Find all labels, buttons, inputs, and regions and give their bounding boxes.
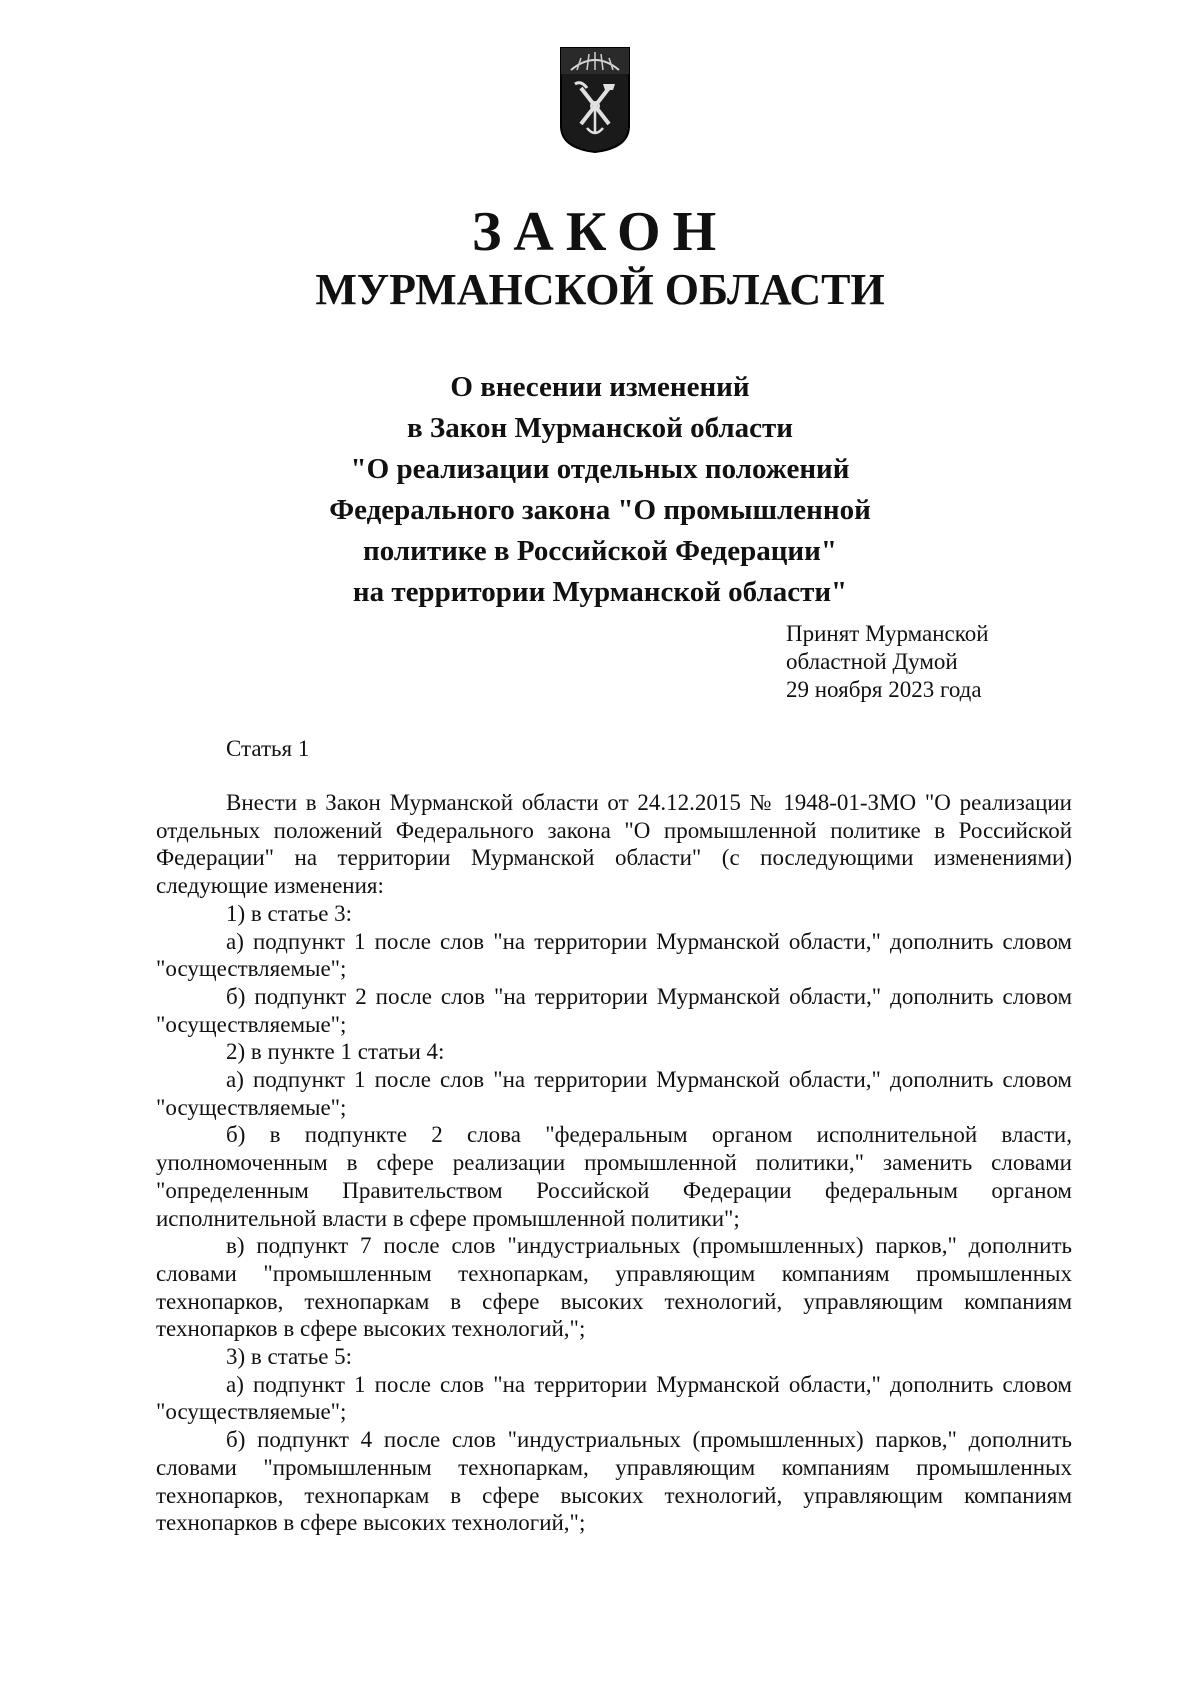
article-paragraph: б) в подпункте 2 слова "федеральным органом исполнительной власти, уполномоченным в сфере реализации промышленной политики," заменить словами "определенным Правительством Российской Федерации федеральным органом исполнительной власти в сфере промышленной политики"; bbox=[156, 1122, 1072, 1231]
subject-line: О внесении изменений bbox=[450, 371, 750, 403]
article-paragraph: 1) в статье 3: bbox=[226, 900, 353, 926]
coat-of-arms-emblem-icon bbox=[557, 44, 633, 154]
article-paragraph: Внести в Закон Мурманской области от 24.12.2015 № 1948-01-ЗМО "О реализации отдельных положений Федерального закона "О промышленной политике в Российской Федерации" на территории Мурманской области" (с последующими изменениями) следующие изменения: bbox=[156, 790, 1072, 899]
article-body bbox=[156, 789, 1072, 1537]
article-paragraph: 2) в пункте 1 статьи 4: bbox=[226, 1039, 445, 1065]
article-paragraph: б) подпункт 4 после слов "индустриальных (промышленных) парков," дополнить словами "промышленным технопаркам, управляющим компаниям промышленных технопарков, технопаркам в сфере высоких технологий, управляющим компаниям технопарков в сфере высоких технологий,"; bbox=[156, 1427, 1072, 1536]
law-subject-heading bbox=[0, 367, 1200, 613]
subject-line: политике в Российской Федерации" bbox=[363, 535, 837, 567]
subject-line: "О реализации отдельных положений bbox=[350, 453, 850, 485]
subject-line: в Закон Мурманской области bbox=[407, 412, 793, 444]
adoption-note bbox=[786, 620, 989, 704]
article-paragraph: а) подпункт 1 после слов "на территории Мурманской области," дополнить словом "осуществляемые"; bbox=[156, 1371, 1072, 1425]
article-heading: Статья 1 bbox=[226, 736, 310, 761]
document-title-law: ЗАКОН bbox=[471, 201, 729, 263]
subject-line: на территории Мурманской области" bbox=[352, 576, 848, 608]
article-paragraph: б) подпункт 2 после слов "на территории Мурманской области," дополнить словом "осуществляемые"; bbox=[156, 983, 1072, 1037]
document-title-region: МУРМАНСКОЙ ОБЛАСТИ bbox=[315, 265, 885, 314]
adoption-line: Принят Мурманской bbox=[786, 621, 989, 646]
subject-line: Федерального закона "О промышленной bbox=[329, 494, 871, 526]
adoption-date: 29 ноября 2023 года bbox=[786, 677, 982, 702]
article-paragraph: а) подпункт 1 после слов "на территории Мурманской области," дополнить словом "осуществляемые"; bbox=[156, 1067, 1072, 1120]
article-paragraph: 3) в статье 5: bbox=[226, 1344, 353, 1370]
adoption-line: областной Думой bbox=[786, 649, 958, 674]
article-paragraph: в) подпункт 7 после слов "индустриальных (промышленных) парков," дополнить словами "промышленным технопаркам, управляющим компаниям промышленных технопарков, технопаркам в сфере высоких технологий, управляющим компаниям технопарков в сфере высоких технологий,"; bbox=[156, 1233, 1072, 1342]
article-paragraph: а) подпункт 1 после слов "на территории Мурманской области," дополнить словом "осуществляемые"; bbox=[156, 928, 1072, 982]
